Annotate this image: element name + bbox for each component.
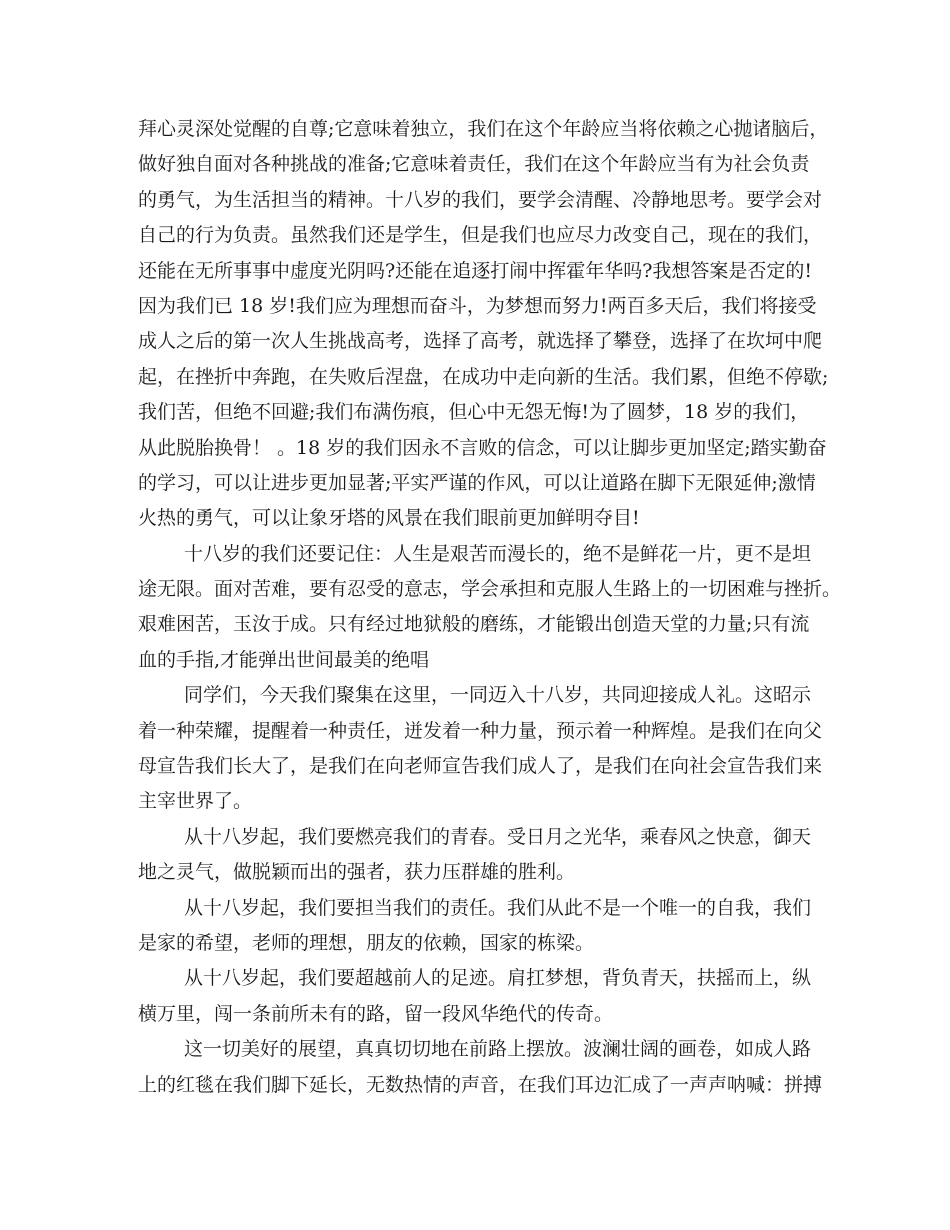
text-line: 我们苦，但绝不回避;我们布满伤痕，但心中无怨无悔!为了圆梦，18 岁的我们， [138, 401, 810, 424]
text-line: 还能在无所事事中虚度光阴吗?还能在追逐打闹中挥霍年华吗?我想答案是否定的! [138, 259, 813, 282]
text-line: 自己的行为负责。虽然我们还是学生，但是我们也应尽力改变自己，现在的我们， [138, 224, 823, 247]
paragraph-first-line: 这一切美好的展望，真真切切地在前路上摆放。波澜壮阔的画卷，如成人路 [184, 1038, 812, 1061]
text-line: 主宰世界了。 [138, 790, 253, 813]
paragraph-first-line: 十八岁的我们还要记住：人生是艰苦而漫长的，绝不是鲜花一片，更不是坦 [184, 542, 812, 565]
paragraph-first-line: 从十八岁起，我们要超越前人的足迹。肩扛梦想，背负青天，扶摇而上，纵 [184, 967, 812, 990]
body-text [138, 112, 842, 1103]
text-line: 拜心灵深处觉醒的自尊;它意味着独立，我们在这个年龄应当将依赖之心抛诸脑后， [138, 118, 829, 140]
text-line: 因为我们已 18 岁!我们应为理想而奋斗，为梦想而努力!两百多天后，我们将接受 [138, 294, 817, 317]
text-line: 横万里，闯一条前所未有的路，留一段风华绝代的传奇。 [138, 1002, 614, 1025]
text-line: 做好独自面对各种挑战的准备;它意味着责任，我们在这个年龄应当有为社会负责 [138, 153, 810, 176]
text-line: 成人之后的第一次人生挑战高考，选择了高考，就选择了攀登，选择了在坎坷中爬 [138, 330, 823, 353]
paragraph-first-line: 从十八岁起，我们要担当我们的责任。我们从此不是一个唯一的自我，我们 [184, 896, 812, 919]
text-line: 火热的勇气，可以让象牙塔的风景在我们眼前更加鲜明夺目! [138, 507, 640, 530]
text-line: 从此脱胎换骨！ 。18 岁的我们因永不言败的信念，可以让脚步更加坚定;踏实勤奋 [138, 436, 827, 459]
text-line: 的学习，可以让进步更加显著;平实严谨的作风，可以让道路在脚下无限延伸;激情 [138, 471, 816, 494]
text-line: 血的手指,才能弹出世间最美的绝唱 [138, 648, 430, 671]
text-line: 母宣告我们长大了，是我们在向老师宣告我们成人了，是我们在向社会宣告我们来 [138, 755, 823, 778]
text-line: 途无限。面对苦难，要有忍受的意志，学会承担和克服人生路上的一切困难与挫折。 [138, 578, 842, 601]
text-line: 着一种荣耀，提醒着一种责任，迸发着一种力量，预示着一种辉煌。是我们在向父 [138, 719, 823, 742]
text-line: 地之灵气，做脱颖而出的强者，获力压群雄的胜利。 [138, 861, 576, 884]
text-line: 是家的希望，老师的理想，朋友的依赖，国家的栋梁。 [138, 931, 595, 954]
paragraph-first-line: 从十八岁起，我们要燃亮我们的青春。受日月之光华，乘春风之快意，御天 [184, 825, 812, 848]
text-line: 艰难困苦，玉汝于成。只有经过地狱般的磨练，才能锻出创造天堂的力量;只有流 [138, 613, 810, 636]
paragraph-first-line: 同学们，今天我们聚集在这里，一同迈入十八岁，共同迎接成人礼。这昭示 [184, 684, 812, 707]
text-line: 的勇气，为生活担当的精神。十八岁的我们，要学会清醒、冷静地思考。要学会对 [138, 188, 823, 211]
text-line: 上的红毯在我们脚下延长，无数热情的声音，在我们耳边汇成了一声声呐喊：拼搏 [138, 1073, 823, 1096]
text-line: 起，在挫折中奔跑，在失败后涅盘，在成功中走向新的生活。我们累，但绝不停歇; [138, 365, 829, 388]
